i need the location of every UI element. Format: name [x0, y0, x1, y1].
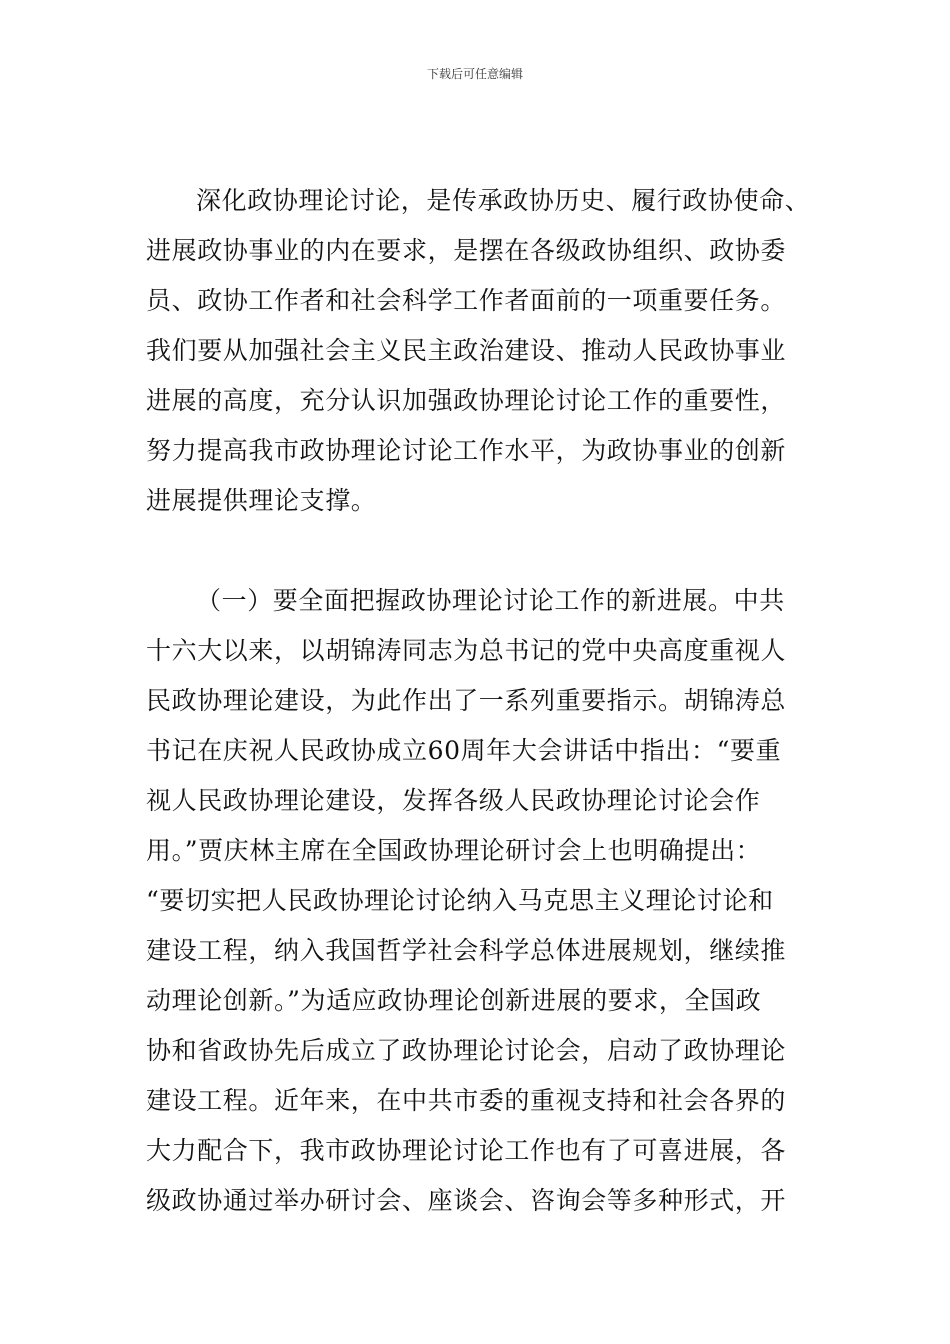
text-line: 我们要从加强社会主义民主政治建设、推动人民政协事业 — [146, 336, 787, 365]
text-line: 努力提高我市政协理论讨论工作水平，为政协事业的创新 — [146, 436, 787, 465]
text-line: 民政协理论建设，为此作出了一系列重要指示。胡锦涛总 — [146, 686, 787, 715]
paragraph-2 — [146, 576, 806, 1226]
page-header: 下载后可任意编辑 — [426, 67, 523, 81]
text-line: 建设工程，纳入我国哲学社会科学总体进展规划，继续推 — [146, 936, 787, 965]
text-line: 书记在庆祝人民政协成立60周年大会讲话中指出：“要重 — [146, 736, 782, 765]
text-line: 深化政协理论讨论，是传承政协历史、履行政协使命、 — [196, 186, 811, 215]
text-line: 十六大以来，以胡锦涛同志为总书记的党中央高度重视人 — [146, 636, 787, 665]
text-line: 进展政协事业的内在要求，是摆在各级政协组织、政协委 — [146, 236, 787, 265]
paragraph-1 — [146, 176, 811, 526]
text-line: 员、政协工作者和社会科学工作者面前的一项重要任务。 — [146, 286, 787, 315]
text-line: 进展提供理论支撑。 — [146, 486, 377, 515]
text-line: 建设工程。近年来，在中共市委的重视支持和社会各界的 — [146, 1086, 787, 1115]
text-line: （一）要全面把握政协理论讨论工作的新进展。中共 — [196, 586, 785, 615]
text-line: 级政协通过举办研讨会、座谈会、咨询会等多种形式，开 — [146, 1186, 787, 1215]
text-line: 动理论创新。”为适应政协理论创新进展的要求，全国政 — [146, 986, 762, 1015]
text-line: 协和省政协先后成立了政协理论讨论会，启动了政协理论 — [146, 1036, 787, 1065]
text-line: 视人民政协理论建设，发挥各级人民政协理论讨论会作 — [146, 786, 761, 815]
text-line: 大力配合下，我市政协理论讨论工作也有了可喜进展，各 — [146, 1136, 787, 1165]
text-line: 进展的高度，充分认识加强政协理论讨论工作的重要性， — [146, 386, 787, 415]
text-line: “要切实把人民政协理论讨论纳入马克思主义理论讨论和 — [146, 886, 774, 915]
text-line: 用。”贾庆林主席在全国政协理论研讨会上也明确提出： — [146, 836, 762, 865]
